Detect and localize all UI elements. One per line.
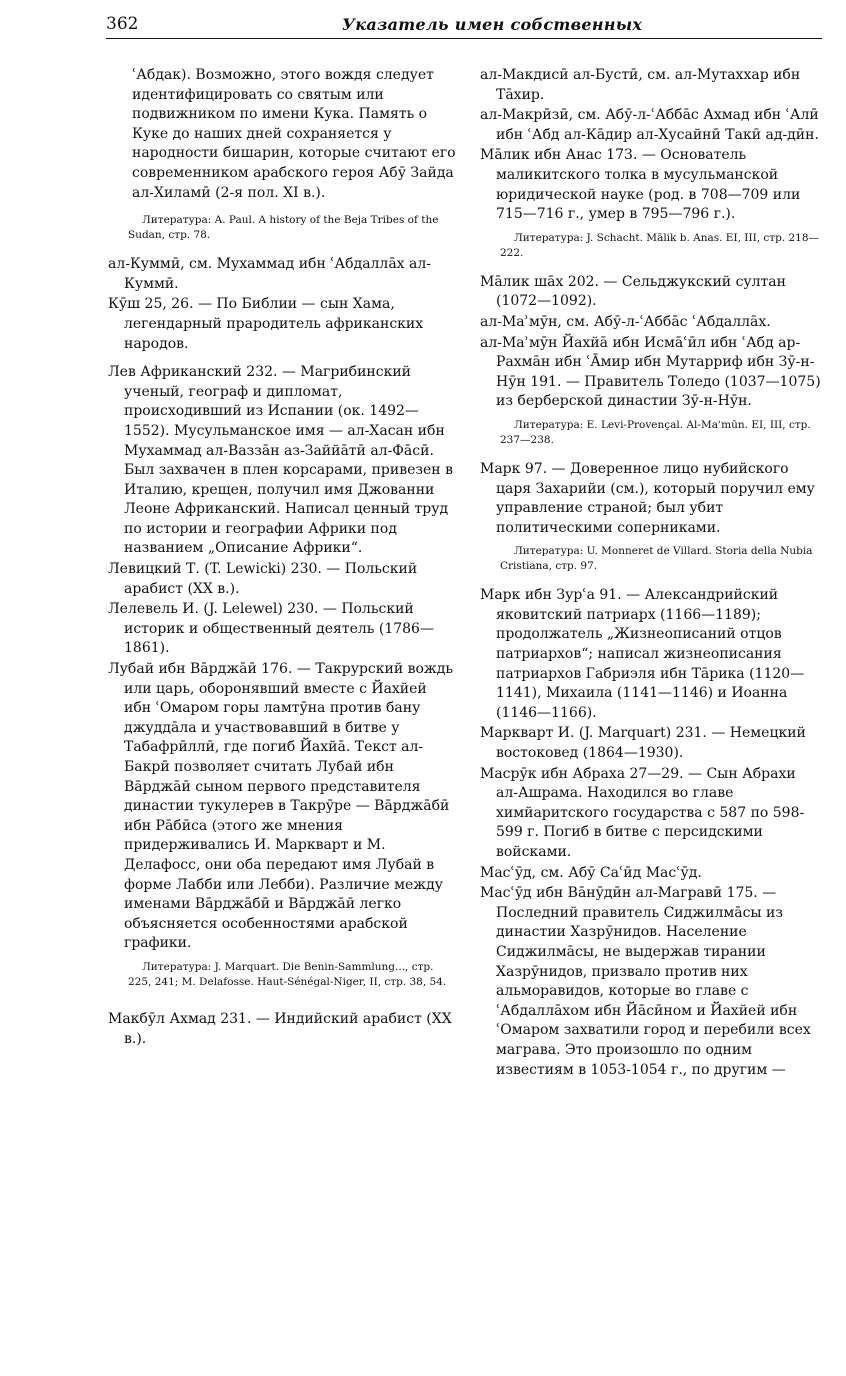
page-number: 362	[106, 14, 139, 34]
index-entry: Левицкий Т. (T. Lewicki) 230. — Польский арабист (XX в.).	[108, 561, 418, 597]
right-column	[480, 66, 822, 1081]
index-entry: Марк 97. — Доверенное лицо нубийского царя Захарийи (см.), который поручил ему управление страной; был убит политическими соперниками.	[480, 460, 815, 536]
left-column	[108, 66, 458, 1050]
index-entry: Масрӯк ибн Абраха 27—29. — Сын Абрахи ал-Ашрама. Находился во главе химйаритского государства с 587 по 598-599 г. Погиб в битве с персидскими войсками.	[480, 765, 805, 860]
literature-note: Литература: E. Levi-Provençal. Al-Maʾmūn. EI, III, стр. 237—238.	[500, 418, 811, 446]
index-entry: Масʿӯд ибн Вāнӯдӣн ал-Магравӣ 175. — Последний правитель Сиджилмāсы из династии Хазрӯнидов. Население Сиджилмāсы, не выдержав тирании Хазрӯнидов, призвало против них альморавидов, которые во главе с ʿАбдаллāхом ибн Йāсӣном и Йахйей ибн ʿОмаром захватили город и перебили всех маграва. Это произошло по одним известиям в 1053-1054 г., по другим —	[480, 885, 811, 1078]
index-entry: Мāлик ибн Анас 173. — Основатель маликитского толка в мусульманской юридической науке (род. в 708—709 или 715—716 г., умер в 795—796 г.).	[480, 147, 801, 223]
index-entry: Макбӯл Ахмад 231. — Индийский арабист (XX в.).	[108, 1010, 452, 1047]
literature-note: Литература: J. Schacht. Mālik b. Anas. EI, III, стр. 218—222.	[500, 231, 820, 259]
index-entry: ал-Маʾмӯн Йахйā ибн Исмāʿӣл ибн ʿАбд ар-Рахмāн ибн ʿĀмир ибн Мутарриф ибн Зӯ-н-Нӯн 191. — Правитель Толедо (1037—1075) из берберской династии Зӯ-н-Нӯн.	[480, 334, 821, 410]
index-entry: Кӯш 25, 26. — По Библии — сын Хама, легендарный прародитель африканских народов.	[108, 296, 424, 352]
index-entry: Марк ибн Зурʿа 91. — Александрийский яковитский патриарх (1166—1189); продолжатель „Жизнеописаний отцов патриархов“; написал жизнеописания патриархов Габриэля ибн Тāрика (1120—1141), Михаила (1141—1146) и Иоанна (1146—1166).	[480, 587, 805, 721]
literature-note: Литература: J. Marquart. Die Benin-Sammlung..., стр. 225, 241; M. Delafosse. Haut-Sénégal-Niger, II, стр. 38, 54.	[128, 960, 447, 988]
index-entry: Лубай ибн Вāрджāӣ 176. — Такрурский вождь или царь, оборонявший вместе с Йахйей ибн ʿОмаром горы ламтӯна против бану джуддāла и участвовавший в битве у Табафрӣллӣ, где погиб Йахйā. Текст ал-Бакрӣ позволяет считать Лубай ибн Вāрджāӣ сыном первого представителя династии тукулерев в Такрӯре — Вāрджāбӣ ибн Рāбӣса (этого же мнения придерживались И. Маркварт и М. Делафосс, они оба передают имя Лубай в форме Лабби или Лебби). Различие между именами Вāрджāбӣ и Вāрджāӣ легко объясняется особенностями арабской графики.	[108, 661, 454, 952]
continued-entry: ʿАбдак). Возможно, этого вождя следует идентифицировать со святым или подвижником по имени Кука. Память о Куке до наших дней сохраняется у народности бишарин, которые считают его современником арабского героя Абӯ Зайда ал-Хиламӣ (2-я пол. XI в.).	[132, 67, 456, 201]
index-entry: Маркварт И. (J. Marquart) 231. — Немецкий востоковед (1864—1930).	[480, 725, 806, 762]
index-entry: Мāлик шāх 202. — Сельджукский султан (1072—1092).	[480, 273, 786, 310]
index-entry: Лелевель И. (J. Lelewel) 230. — Польский историк и общественный деятель (1786—1861).	[108, 601, 434, 657]
index-entry: Масʿӯд, см. Абӯ Саʿӣд Масʿӯд.	[480, 864, 702, 881]
literature-note: Литература: A. Paul. A history of the Beja Tribes of the Sudan, стр. 78.	[128, 214, 439, 242]
running-title: Указатель имен собственных	[342, 15, 643, 34]
index-entry: Лев Африканский 232. — Магрибинский ученый, географ и дипломат, происходивший из Испании (ок. 1492—1552). Мусульманское имя — ал-Хасан ибн Мухаммад ал-Ваззāн аз-Заййāтӣ ал-Фāсӣ. Был захвачен в плен корсарами, привезен в Италию, крещен, получил имя Джованни Леоне Африканский. Написал ценный труд по истории и географии Африки под названием „Описание Африки“.	[108, 364, 453, 557]
index-entry: ал-Маʾмӯн, см. Абӯ-л-ʿАббāс ʿАбдаллāх.	[480, 313, 771, 330]
literature-note: Литература: U. Monneret de Villard. Storia della Nubia Cristiana, стр. 97.	[500, 545, 813, 573]
index-entry: ал-Макдисӣ ал-Бустӣ, см. ал-Мутаххар ибн Тāхир.	[480, 67, 801, 103]
index-entry: ал-Макрӣзӣ, см. Абӯ-л-ʿАббāс Ахмад ибн ʿАлӣ ибн ʿАбд ал-Кāдир ал-Хусайнӣ Такӣ ад-дӣн.	[480, 107, 819, 143]
index-entry: ал-Куммӣ, см. Мухаммад ибн ʿАбдаллāх ал-Куммӣ.	[108, 256, 431, 292]
running-header	[106, 12, 822, 39]
